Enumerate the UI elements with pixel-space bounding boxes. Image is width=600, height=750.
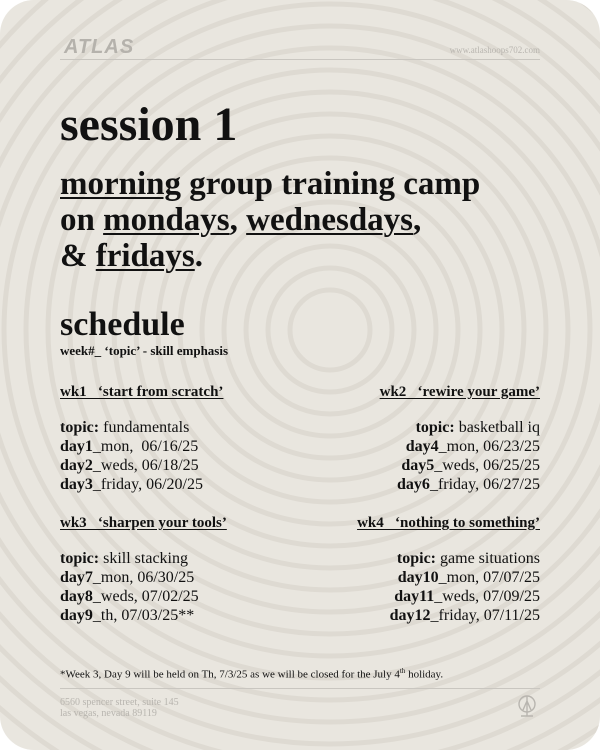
schedule-day — [397, 475, 540, 494]
holiday-footnote — [60, 667, 443, 681]
week-4-header: wk4 ‘nothing to something’ — [357, 515, 540, 531]
footer-divider — [60, 688, 540, 689]
day-label: day9 — [60, 607, 93, 624]
week-4-block — [390, 549, 540, 625]
topic-value: fundamentals — [99, 419, 190, 436]
week-2-block — [397, 418, 540, 494]
headline-ampersand: & — [60, 238, 96, 274]
week-3-header: wk3 ‘sharpen your tools’ — [60, 515, 227, 531]
footnote-superscript: th — [399, 667, 406, 675]
day-date: _weds, 07/09/25 — [434, 588, 540, 605]
topic-value: basketball iq — [454, 419, 540, 436]
day-date: _mon, 06/23/25 — [438, 438, 540, 455]
headline-mondays: mondays — [103, 202, 230, 238]
day-label: day11 — [394, 588, 435, 605]
week-3-block — [60, 549, 199, 625]
footnote-tail: holiday. — [405, 668, 444, 681]
week-2-topic — [397, 418, 540, 437]
headline-comma-2: , — [413, 202, 422, 238]
schedule-day — [390, 606, 540, 625]
website-url[interactable]: www.atlashoops702.com — [449, 45, 540, 55]
topic-value: skill stacking — [99, 550, 188, 567]
day-label: day1 — [60, 438, 93, 455]
day-date: _mon, 06/16/25 — [92, 438, 199, 455]
camp-headline — [60, 166, 550, 274]
headline-period: . — [194, 238, 203, 274]
address-line-2: las vegas, nevada 89119 — [60, 708, 157, 719]
headline-fridays: fridays — [95, 238, 195, 274]
day-date: _friday, 06/27/25 — [429, 476, 540, 493]
session-title: session 1 — [60, 98, 238, 151]
week-2-header: wk2 ‘rewire your game’ — [379, 384, 540, 400]
headline-wednesdays: wednesdays — [246, 202, 414, 238]
schedule-format: week#_ ‘topic’ - skill emphasis — [60, 343, 229, 358]
schedule-day — [60, 568, 199, 587]
day-label: day3 — [60, 476, 93, 493]
week-1-block — [60, 418, 203, 494]
headline-line-3 — [60, 238, 550, 274]
day-label: day8 — [60, 588, 93, 605]
headline-morning: morning — [60, 166, 182, 202]
day-label: day2 — [60, 457, 93, 474]
week-1-header: wk1 ‘start from scratch’ — [60, 384, 224, 400]
day-label: day12 — [389, 607, 431, 624]
headline-line-2 — [60, 202, 550, 238]
header-divider — [60, 59, 540, 60]
day-date: _friday, 06/20/25 — [92, 476, 203, 493]
schedule-heading: schedule — [60, 306, 185, 343]
day-date: _friday, 07/11/25 — [430, 607, 540, 624]
topic-label: topic: — [415, 419, 455, 436]
day-label: day10 — [397, 569, 439, 586]
schedule-day — [397, 437, 540, 456]
week-3-topic — [60, 549, 199, 568]
schedule-day — [397, 456, 540, 475]
day-date: _mon, 07/07/25 — [438, 569, 540, 586]
schedule-day — [60, 456, 203, 475]
day-label: day5 — [401, 457, 435, 474]
day-label: day6 — [397, 476, 430, 493]
headline-comma-1: , — [229, 202, 247, 238]
headline-line-1 — [60, 166, 550, 202]
topic-value: game situations — [436, 550, 540, 567]
week-4-topic — [390, 549, 540, 568]
day-label: day4 — [405, 438, 439, 455]
day-label: day7 — [60, 569, 93, 586]
day-date: _weds, 06/25/25 — [434, 457, 540, 474]
footnote-text: *Week 3, Day 9 will be held on Th, 7/3/25 as we will be closed for the July 4 — [60, 668, 400, 681]
schedule-day — [60, 475, 203, 494]
topic-label: topic: — [396, 550, 437, 567]
schedule-day — [60, 437, 203, 456]
topic-label: topic: — [60, 550, 100, 567]
week-1-topic — [60, 418, 203, 437]
day-date: _mon, 06/30/25 — [92, 569, 195, 586]
address — [60, 697, 179, 719]
headline-line-1-rest: group training camp — [181, 166, 481, 202]
schedule-day — [390, 568, 540, 587]
address-line-1: 6560 spencer street, suite 145 — [60, 697, 179, 708]
schedule-day — [390, 587, 540, 606]
day-date: _weds, 06/18/25 — [92, 457, 199, 474]
atlas-logo: ATLAS — [64, 36, 135, 58]
schedule-day — [60, 587, 199, 606]
atlas-emblem-icon — [516, 694, 538, 718]
day-date: _th, 07/03/25** — [92, 607, 195, 624]
headline-on: on — [60, 202, 104, 238]
day-date: _weds, 07/02/25 — [92, 588, 199, 605]
topic-label: topic: — [60, 419, 100, 436]
schedule-day — [60, 606, 199, 625]
